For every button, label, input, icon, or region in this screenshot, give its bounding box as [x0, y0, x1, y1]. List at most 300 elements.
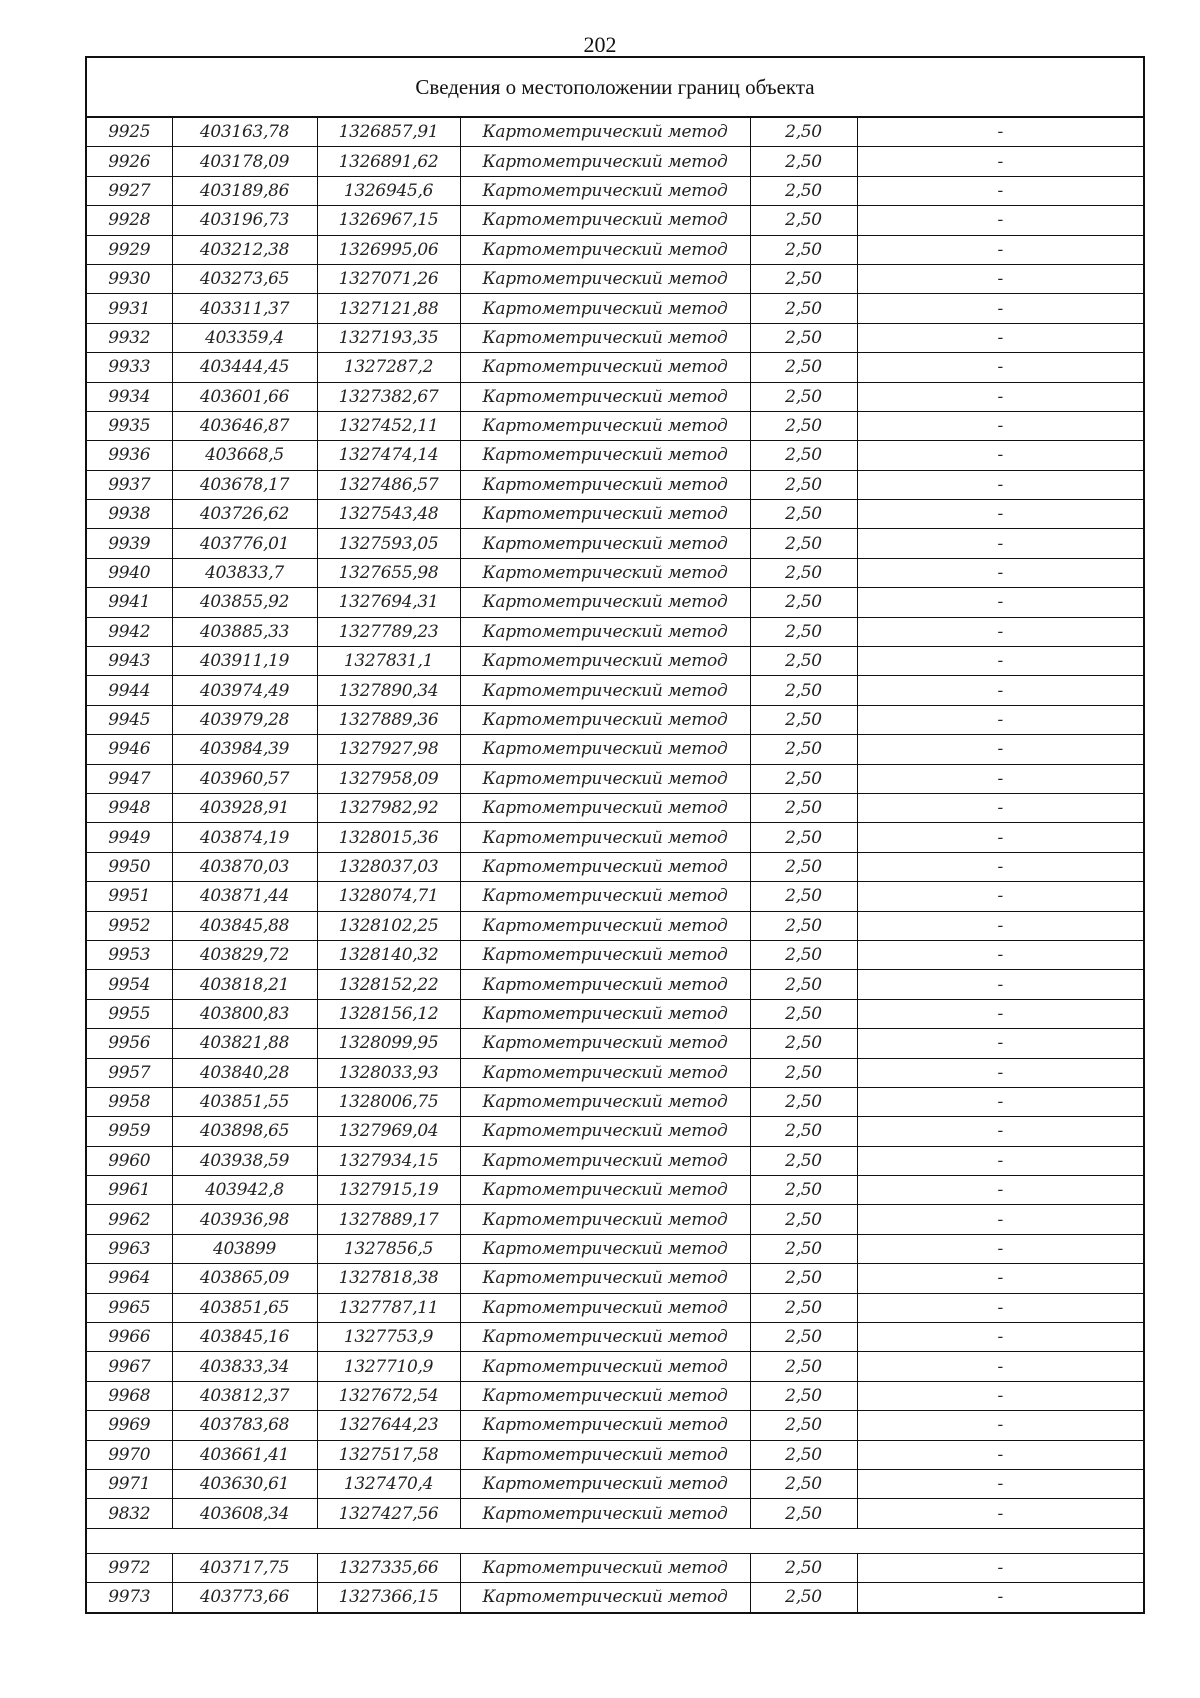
y-coordinate-cell: 1327287,2: [317, 353, 460, 382]
description-cell: -: [857, 1087, 1143, 1116]
table-row: [87, 1205, 1143, 1234]
description-cell: -: [857, 323, 1143, 352]
precision-cell: 2,50: [750, 500, 857, 529]
method-cell: Картометрический метод: [460, 970, 750, 999]
precision-cell: 2,50: [750, 1176, 857, 1205]
table-row: [87, 1264, 1143, 1293]
precision-cell: 2,50: [750, 470, 857, 499]
table-row: [87, 1058, 1143, 1087]
point-number-cell: 9832: [87, 1499, 172, 1528]
x-coordinate-cell: 403984,39: [172, 735, 317, 764]
description-cell: -: [857, 1553, 1143, 1582]
x-coordinate-cell: 403773,66: [172, 1583, 317, 1612]
method-cell: Картометрический метод: [460, 647, 750, 676]
precision-cell: 2,50: [750, 1469, 857, 1498]
description-cell: -: [857, 470, 1143, 499]
y-coordinate-cell: 1327470,4: [317, 1469, 460, 1498]
method-cell: Картометрический метод: [460, 1087, 750, 1116]
y-coordinate-cell: 1327831,1: [317, 647, 460, 676]
table-row: [87, 294, 1143, 323]
method-cell: Картометрический метод: [460, 911, 750, 940]
method-cell: Картометрический метод: [460, 1411, 750, 1440]
boundary-table: [85, 56, 1145, 1614]
method-cell: Картометрический метод: [460, 1058, 750, 1087]
precision-cell: 2,50: [750, 1117, 857, 1146]
x-coordinate-cell: 403163,78: [172, 118, 317, 147]
y-coordinate-cell: 1328006,75: [317, 1087, 460, 1116]
table-row: [87, 705, 1143, 734]
table-row: [87, 1323, 1143, 1352]
y-coordinate-cell: 1327927,98: [317, 735, 460, 764]
table-row: [87, 999, 1143, 1028]
description-cell: -: [857, 617, 1143, 646]
y-coordinate-cell: 1326857,91: [317, 118, 460, 147]
precision-cell: 2,50: [750, 235, 857, 264]
x-coordinate-cell: 403783,68: [172, 1411, 317, 1440]
y-coordinate-cell: 1327452,11: [317, 411, 460, 440]
y-coordinate-cell: 1327982,92: [317, 793, 460, 822]
table-row: [87, 911, 1143, 940]
method-cell: Картометрический метод: [460, 1205, 750, 1234]
precision-cell: 2,50: [750, 1352, 857, 1381]
y-coordinate-cell: 1327915,19: [317, 1176, 460, 1205]
x-coordinate-cell: 403840,28: [172, 1058, 317, 1087]
x-coordinate-cell: 403800,83: [172, 999, 317, 1028]
method-cell: Картометрический метод: [460, 1553, 750, 1582]
y-coordinate-cell: 1327121,88: [317, 294, 460, 323]
y-coordinate-cell: 1327889,17: [317, 1205, 460, 1234]
y-coordinate-cell: 1327856,5: [317, 1234, 460, 1263]
table-row: [87, 411, 1143, 440]
method-cell: Картометрический метод: [460, 1029, 750, 1058]
table-row: [87, 1087, 1143, 1116]
x-coordinate-cell: 403885,33: [172, 617, 317, 646]
point-number-cell: 9936: [87, 441, 172, 470]
table-row: [87, 558, 1143, 587]
method-cell: Картометрический метод: [460, 264, 750, 293]
method-cell: Картометрический метод: [460, 1352, 750, 1381]
x-coordinate-cell: 403899: [172, 1234, 317, 1263]
point-number-cell: 9930: [87, 264, 172, 293]
point-number-cell: 9939: [87, 529, 172, 558]
x-coordinate-cell: 403359,4: [172, 323, 317, 352]
table-row: [87, 1469, 1143, 1498]
description-cell: -: [857, 1146, 1143, 1175]
y-coordinate-cell: 1328152,22: [317, 970, 460, 999]
table-row: [87, 970, 1143, 999]
table-row: [87, 382, 1143, 411]
point-number-cell: 9966: [87, 1323, 172, 1352]
point-number-cell: 9965: [87, 1293, 172, 1322]
precision-cell: 2,50: [750, 411, 857, 440]
precision-cell: 2,50: [750, 441, 857, 470]
description-cell: -: [857, 705, 1143, 734]
x-coordinate-cell: 403726,62: [172, 500, 317, 529]
x-coordinate-cell: 403601,66: [172, 382, 317, 411]
x-coordinate-cell: 403678,17: [172, 470, 317, 499]
x-coordinate-cell: 403444,45: [172, 353, 317, 382]
page-number: 202: [583, 32, 617, 57]
table-row: [87, 500, 1143, 529]
point-number-cell: 9931: [87, 294, 172, 323]
precision-cell: 2,50: [750, 999, 857, 1028]
y-coordinate-cell: 1328033,93: [317, 1058, 460, 1087]
description-cell: -: [857, 588, 1143, 617]
description-cell: -: [857, 735, 1143, 764]
point-number-cell: 9955: [87, 999, 172, 1028]
method-cell: Картометрический метод: [460, 940, 750, 969]
y-coordinate-cell: 1327474,14: [317, 441, 460, 470]
method-cell: Картометрический метод: [460, 323, 750, 352]
point-number-cell: 9925: [87, 118, 172, 147]
precision-cell: 2,50: [750, 735, 857, 764]
point-number-cell: 9937: [87, 470, 172, 499]
point-number-cell: 9934: [87, 382, 172, 411]
description-cell: -: [857, 1583, 1143, 1612]
y-coordinate-cell: 1327593,05: [317, 529, 460, 558]
precision-cell: 2,50: [750, 852, 857, 881]
y-coordinate-cell: 1327193,35: [317, 323, 460, 352]
description-cell: -: [857, 1352, 1143, 1381]
method-cell: Картометрический метод: [460, 1440, 750, 1469]
precision-cell: 2,50: [750, 558, 857, 587]
table-row: [87, 147, 1143, 176]
table-row: [87, 1499, 1143, 1528]
precision-cell: 2,50: [750, 1087, 857, 1116]
precision-cell: 2,50: [750, 1264, 857, 1293]
method-cell: Картометрический метод: [460, 500, 750, 529]
method-cell: Картометрический метод: [460, 823, 750, 852]
description-cell: -: [857, 1469, 1143, 1498]
point-number-cell: 9933: [87, 353, 172, 382]
point-number-cell: 9926: [87, 147, 172, 176]
precision-cell: 2,50: [750, 206, 857, 235]
method-cell: Картометрический метод: [460, 294, 750, 323]
y-coordinate-cell: 1328099,95: [317, 1029, 460, 1058]
y-coordinate-cell: 1327789,23: [317, 617, 460, 646]
y-coordinate-cell: 1327753,9: [317, 1323, 460, 1352]
x-coordinate-cell: 403273,65: [172, 264, 317, 293]
description-cell: -: [857, 1440, 1143, 1469]
point-number-cell: 9962: [87, 1205, 172, 1234]
method-cell: Картометрический метод: [460, 852, 750, 881]
x-coordinate-cell: 403833,7: [172, 558, 317, 587]
x-coordinate-cell: 403812,37: [172, 1381, 317, 1410]
y-coordinate-cell: 1328140,32: [317, 940, 460, 969]
description-cell: -: [857, 676, 1143, 705]
precision-cell: 2,50: [750, 617, 857, 646]
point-number-cell: 9973: [87, 1583, 172, 1612]
method-cell: Картометрический метод: [460, 1146, 750, 1175]
description-cell: -: [857, 999, 1143, 1028]
method-cell: Картометрический метод: [460, 1323, 750, 1352]
precision-cell: 2,50: [750, 323, 857, 352]
point-number-cell: 9956: [87, 1029, 172, 1058]
point-number-cell: 9969: [87, 1411, 172, 1440]
point-number-cell: 9940: [87, 558, 172, 587]
section-separator-row: [87, 1528, 1143, 1553]
y-coordinate-cell: 1327969,04: [317, 1117, 460, 1146]
y-coordinate-cell: 1327427,56: [317, 1499, 460, 1528]
point-number-cell: 9961: [87, 1176, 172, 1205]
x-coordinate-cell: 403855,92: [172, 588, 317, 617]
description-cell: -: [857, 1381, 1143, 1410]
point-number-cell: 9972: [87, 1553, 172, 1582]
precision-cell: 2,50: [750, 1323, 857, 1352]
x-coordinate-cell: 403960,57: [172, 764, 317, 793]
precision-cell: 2,50: [750, 1029, 857, 1058]
table-row: [87, 1029, 1143, 1058]
precision-cell: 2,50: [750, 118, 857, 147]
precision-cell: 2,50: [750, 294, 857, 323]
point-number-cell: 9963: [87, 1234, 172, 1263]
description-cell: -: [857, 206, 1143, 235]
description-cell: -: [857, 353, 1143, 382]
x-coordinate-cell: 403979,28: [172, 705, 317, 734]
y-coordinate-cell: 1328156,12: [317, 999, 460, 1028]
table-row: [87, 852, 1143, 881]
precision-cell: 2,50: [750, 382, 857, 411]
precision-cell: 2,50: [750, 1293, 857, 1322]
x-coordinate-cell: 403833,34: [172, 1352, 317, 1381]
table-row: [87, 1352, 1143, 1381]
description-cell: -: [857, 1293, 1143, 1322]
point-number-cell: 9935: [87, 411, 172, 440]
precision-cell: 2,50: [750, 1499, 857, 1528]
section-separator-cell: [87, 1528, 1143, 1553]
table-row: [87, 617, 1143, 646]
method-cell: Картометрический метод: [460, 1469, 750, 1498]
method-cell: Картометрический метод: [460, 882, 750, 911]
table-body: [87, 118, 1143, 1612]
precision-cell: 2,50: [750, 1234, 857, 1263]
x-coordinate-cell: 403829,72: [172, 940, 317, 969]
point-number-cell: 9950: [87, 852, 172, 881]
precision-cell: 2,50: [750, 1381, 857, 1410]
point-number-cell: 9944: [87, 676, 172, 705]
x-coordinate-cell: 403871,44: [172, 882, 317, 911]
y-coordinate-cell: 1328102,25: [317, 911, 460, 940]
description-cell: -: [857, 147, 1143, 176]
y-coordinate-cell: 1328037,03: [317, 852, 460, 881]
point-number-cell: 9927: [87, 176, 172, 205]
point-number-cell: 9942: [87, 617, 172, 646]
method-cell: Картометрический метод: [460, 999, 750, 1028]
table-row: [87, 176, 1143, 205]
table-row: [87, 441, 1143, 470]
description-cell: -: [857, 235, 1143, 264]
x-coordinate-cell: 403845,16: [172, 1323, 317, 1352]
description-cell: -: [857, 1411, 1143, 1440]
point-number-cell: 9970: [87, 1440, 172, 1469]
x-coordinate-cell: 403911,19: [172, 647, 317, 676]
description-cell: -: [857, 441, 1143, 470]
description-cell: -: [857, 411, 1143, 440]
y-coordinate-cell: 1327889,36: [317, 705, 460, 734]
point-number-cell: 9958: [87, 1087, 172, 1116]
description-cell: -: [857, 647, 1143, 676]
y-coordinate-cell: 1327694,31: [317, 588, 460, 617]
x-coordinate-cell: 403851,55: [172, 1087, 317, 1116]
description-cell: -: [857, 823, 1143, 852]
method-cell: Картометрический метод: [460, 206, 750, 235]
method-cell: Картометрический метод: [460, 1176, 750, 1205]
y-coordinate-cell: 1327818,38: [317, 1264, 460, 1293]
description-cell: -: [857, 176, 1143, 205]
description-cell: -: [857, 1029, 1143, 1058]
method-cell: Картометрический метод: [460, 382, 750, 411]
y-coordinate-cell: 1327071,26: [317, 264, 460, 293]
y-coordinate-cell: 1327517,58: [317, 1440, 460, 1469]
description-cell: -: [857, 1058, 1143, 1087]
x-coordinate-cell: 403821,88: [172, 1029, 317, 1058]
method-cell: Картометрический метод: [460, 118, 750, 147]
description-cell: -: [857, 294, 1143, 323]
table-row: [87, 206, 1143, 235]
point-number-cell: 9951: [87, 882, 172, 911]
y-coordinate-cell: 1327366,15: [317, 1583, 460, 1612]
description-cell: -: [857, 1499, 1143, 1528]
precision-cell: 2,50: [750, 793, 857, 822]
x-coordinate-cell: 403865,09: [172, 1264, 317, 1293]
x-coordinate-cell: 403630,61: [172, 1469, 317, 1498]
y-coordinate-cell: 1327655,98: [317, 558, 460, 587]
method-cell: Картометрический метод: [460, 470, 750, 499]
table-row: [87, 735, 1143, 764]
description-cell: -: [857, 882, 1143, 911]
point-number-cell: 9960: [87, 1146, 172, 1175]
table-title: Сведения о местоположении границ объекта: [87, 58, 1143, 118]
x-coordinate-cell: 403974,49: [172, 676, 317, 705]
y-coordinate-cell: 1327382,67: [317, 382, 460, 411]
x-coordinate-cell: 403717,75: [172, 1553, 317, 1582]
point-number-cell: 9938: [87, 500, 172, 529]
x-coordinate-cell: 403874,19: [172, 823, 317, 852]
y-coordinate-cell: 1327486,57: [317, 470, 460, 499]
method-cell: Картометрический метод: [460, 793, 750, 822]
point-number-cell: 9949: [87, 823, 172, 852]
precision-cell: 2,50: [750, 264, 857, 293]
point-number-cell: 9959: [87, 1117, 172, 1146]
table-row: [87, 1440, 1143, 1469]
table-row: [87, 529, 1143, 558]
method-cell: Картометрический метод: [460, 676, 750, 705]
method-cell: Картометрический метод: [460, 735, 750, 764]
table-row: [87, 940, 1143, 969]
precision-cell: 2,50: [750, 911, 857, 940]
x-coordinate-cell: 403818,21: [172, 970, 317, 999]
table-row: [87, 1293, 1143, 1322]
table-row: [87, 1583, 1143, 1612]
point-number-cell: 9948: [87, 793, 172, 822]
description-cell: -: [857, 1205, 1143, 1234]
x-coordinate-cell: 403178,09: [172, 147, 317, 176]
table-row: [87, 1381, 1143, 1410]
precision-cell: 2,50: [750, 647, 857, 676]
table-row: [87, 1176, 1143, 1205]
method-cell: Картометрический метод: [460, 529, 750, 558]
table-row: [87, 823, 1143, 852]
precision-cell: 2,50: [750, 1583, 857, 1612]
precision-cell: 2,50: [750, 1553, 857, 1582]
method-cell: Картометрический метод: [460, 1583, 750, 1612]
method-cell: Картометрический метод: [460, 1234, 750, 1263]
method-cell: Картометрический метод: [460, 617, 750, 646]
coordinates-table: [87, 118, 1143, 1612]
x-coordinate-cell: 403646,87: [172, 411, 317, 440]
y-coordinate-cell: 1327787,11: [317, 1293, 460, 1322]
description-cell: -: [857, 1176, 1143, 1205]
precision-cell: 2,50: [750, 1411, 857, 1440]
point-number-cell: 9943: [87, 647, 172, 676]
precision-cell: 2,50: [750, 1058, 857, 1087]
precision-cell: 2,50: [750, 1146, 857, 1175]
table-row: [87, 1234, 1143, 1263]
method-cell: Картометрический метод: [460, 1293, 750, 1322]
description-cell: -: [857, 118, 1143, 147]
precision-cell: 2,50: [750, 764, 857, 793]
method-cell: Картометрический метод: [460, 176, 750, 205]
method-cell: Картометрический метод: [460, 411, 750, 440]
x-coordinate-cell: 403608,34: [172, 1499, 317, 1528]
table-row: [87, 882, 1143, 911]
point-number-cell: 9928: [87, 206, 172, 235]
point-number-cell: 9957: [87, 1058, 172, 1087]
y-coordinate-cell: 1328015,36: [317, 823, 460, 852]
precision-cell: 2,50: [750, 529, 857, 558]
description-cell: -: [857, 264, 1143, 293]
description-cell: -: [857, 1234, 1143, 1263]
point-number-cell: 9929: [87, 235, 172, 264]
method-cell: Картометрический метод: [460, 764, 750, 793]
description-cell: -: [857, 382, 1143, 411]
table-row: [87, 235, 1143, 264]
method-cell: Картометрический метод: [460, 353, 750, 382]
description-cell: -: [857, 558, 1143, 587]
y-coordinate-cell: 1328074,71: [317, 882, 460, 911]
point-number-cell: 9952: [87, 911, 172, 940]
precision-cell: 2,50: [750, 1205, 857, 1234]
point-number-cell: 9964: [87, 1264, 172, 1293]
table-row: [87, 793, 1143, 822]
method-cell: Картометрический метод: [460, 558, 750, 587]
table-row: [87, 118, 1143, 147]
point-number-cell: 9967: [87, 1352, 172, 1381]
precision-cell: 2,50: [750, 147, 857, 176]
method-cell: Картометрический метод: [460, 441, 750, 470]
table-row: [87, 353, 1143, 382]
x-coordinate-cell: 403942,8: [172, 1176, 317, 1205]
description-cell: -: [857, 940, 1143, 969]
description-cell: -: [857, 529, 1143, 558]
point-number-cell: 9954: [87, 970, 172, 999]
method-cell: Картометрический метод: [460, 235, 750, 264]
y-coordinate-cell: 1327644,23: [317, 1411, 460, 1440]
precision-cell: 2,50: [750, 176, 857, 205]
table-row: [87, 1117, 1143, 1146]
y-coordinate-cell: 1327335,66: [317, 1553, 460, 1582]
precision-cell: 2,50: [750, 882, 857, 911]
method-cell: Картометрический метод: [460, 147, 750, 176]
point-number-cell: 9947: [87, 764, 172, 793]
method-cell: Картометрический метод: [460, 1499, 750, 1528]
x-coordinate-cell: 403851,65: [172, 1293, 317, 1322]
x-coordinate-cell: 403898,65: [172, 1117, 317, 1146]
x-coordinate-cell: 403668,5: [172, 441, 317, 470]
x-coordinate-cell: 403196,73: [172, 206, 317, 235]
method-cell: Картометрический метод: [460, 1117, 750, 1146]
description-cell: -: [857, 970, 1143, 999]
